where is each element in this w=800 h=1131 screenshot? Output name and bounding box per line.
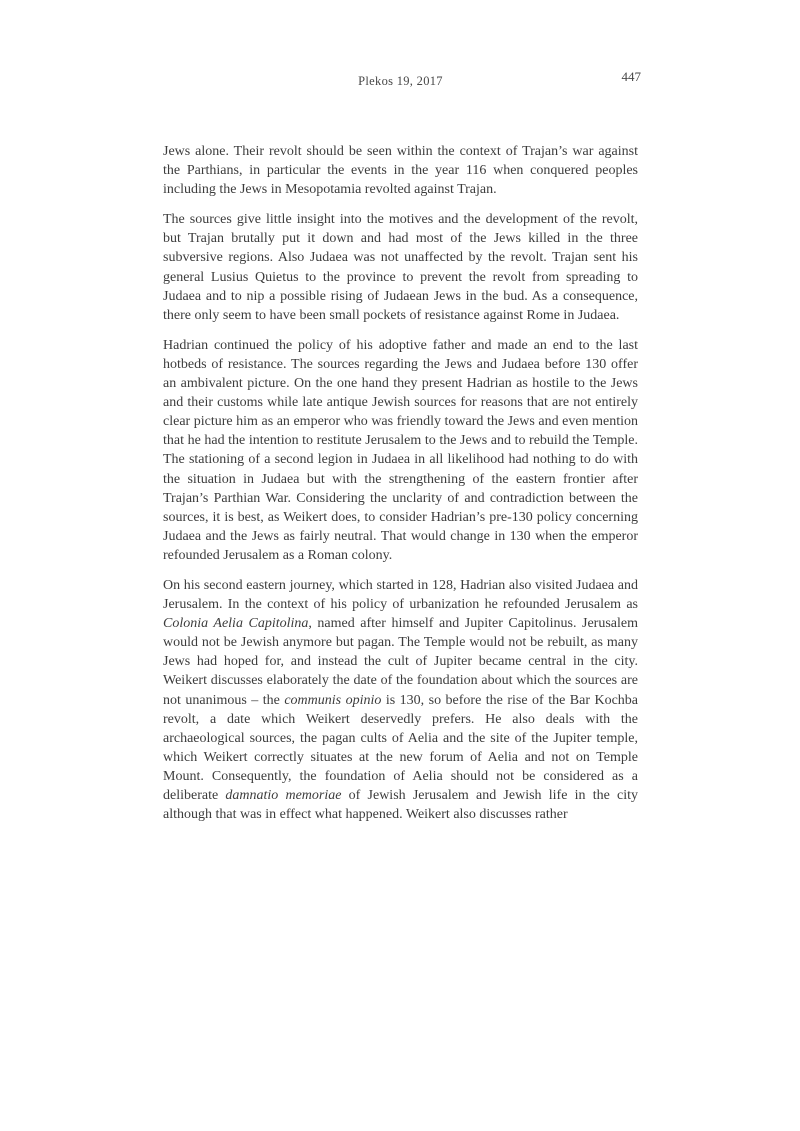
italic-phrase: damnatio memoriae bbox=[225, 788, 342, 803]
italic-phrase: Colonia Aelia Capitolina bbox=[163, 616, 309, 632]
text-run: , named after himself and Jupiter Capitolinus. Jerusalem would not be Jewish anymore but pagan. The Temple would not be rebuilt, as many Jews had hoped for, and instead the cult of Jupiter became central in the city. Weikert discusses elaborately the date of the foundation about which the sources are not unanimous – the bbox=[163, 616, 638, 708]
paragraph-4 bbox=[163, 576, 638, 824]
italic-phrase: communis opinio bbox=[284, 692, 382, 708]
text-run: Jews alone. Their revolt should be seen within the context of Trajan’s war against the Parthians, in particular the events in the year 116 when conquered peoples including the Jews in Mesopotamia revolted against Trajan. bbox=[163, 144, 638, 198]
text-run: of Jewish Jerusalem and Jewish life in the city although that was in effect what happened. Weikert also discusses rather bbox=[163, 788, 638, 823]
text-run: Hadrian continued the policy of his adoptive father and made an end to the last hotbeds of resistance. The sources regarding the Jews and Judaea before 130 offer an ambivalent picture. On the one hand they present Hadrian as hostile to the Jews and their customs while late antique Jewish sources for reasons that are not entirely clear picture him as an emperor who was friendly toward the Jews and even mention that he had the intention to restitute Jerusalem to the Jews and to rebuild the Temple. The stationing of a second legion in Judaea in all likelihood had nothing to do with the situation in Judaea but with the strengthening of the eastern frontier after Trajan’s Parthian War. Considering the unclarity of and contradiction between the sources, it is best, as Weikert does, to consider Hadrian’s pre-130 policy concerning Judaea and the Jews as fairly neutral. That would change in 130 when the emperor refounded Jerusalem as a Roman colony. bbox=[163, 337, 638, 563]
text-run: The sources give little insight into the motives and the development of the revolt, but Trajan brutally put it down and had most of the Jews killed in the three subversive regions. Also Judaea was not unaffected by the revolt. Trajan sent his general Lusius Quietus to the province to prevent the revolt from spreading to Judaea and to nip a possible rising of Judaean Jews in the bud. As a consequence, there only seem to have been small pockets of resistance against Rome in Judaea. bbox=[163, 212, 638, 323]
text-run: is 130, so before the rise of the Bar Kochba revolt, a date which Weikert deservedly prefers. He also deals with the archaeological sources, the pagan cults of Aelia and the site of the Jupiter temple, which Weikert correctly situates at the new forum of Aelia and not on Temple Mount. Consequently, the foundation of Aelia should not be considered as a deliberate bbox=[163, 692, 638, 803]
article-body bbox=[163, 142, 638, 824]
text-run: On his second eastern journey, which started in 128, Hadrian also visited Judaea and Jerusalem. In the context of his policy of urbanization he refounded Jerusalem as bbox=[163, 577, 638, 613]
running-head: Plekos 19, 2017 bbox=[358, 74, 443, 88]
paragraph-3 bbox=[163, 336, 638, 565]
paragraph-1 bbox=[163, 142, 638, 199]
page-number: 447 bbox=[621, 69, 641, 84]
paragraph-2 bbox=[163, 210, 638, 325]
